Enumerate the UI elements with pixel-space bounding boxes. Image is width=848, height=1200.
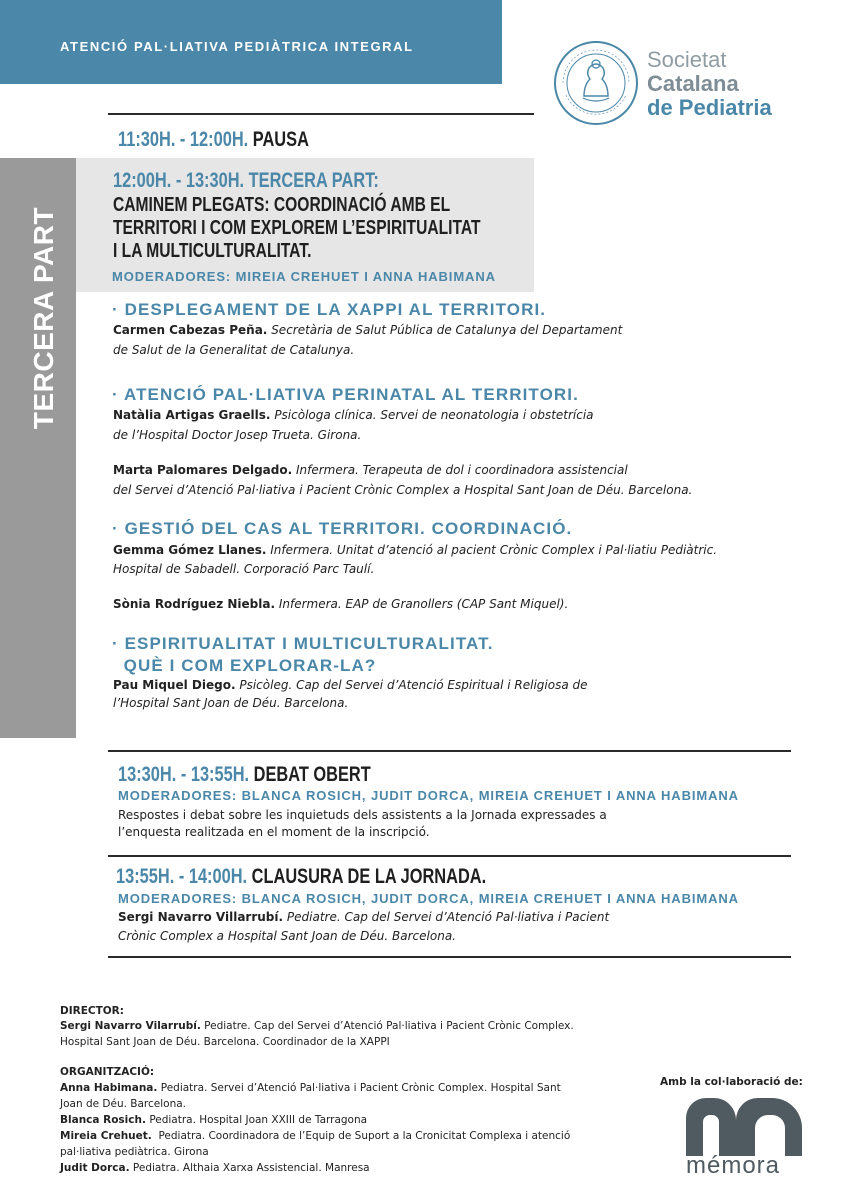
director-role: Pediatre. Cap del Servei d’Atenció Pal·liativa i Pacient Crònic Complex. xyxy=(204,1020,574,1032)
third-title-line: I LA MULTICULTURALITAT. xyxy=(113,240,312,262)
debat-text-line: Respostes i debat sobre les inquietuds dels assistents a la Jornada expressades a xyxy=(118,808,607,822)
speaker-role: Psicòloga clínica. Servei de neonatologia i obstetrícia xyxy=(274,408,594,422)
speaker-role: Hospital de Sabadell. Corporació Parc Taulí. xyxy=(113,562,375,576)
debat-moderators: MODERADORES: BLANCA ROSICH, JUDIT DORCA, MIREIA CREHUET I ANNA HABIMANA xyxy=(118,788,739,803)
clausura-time: 13:55H. - 14:00H. xyxy=(116,865,248,888)
speaker-line xyxy=(113,563,374,575)
director-heading: DIRECTOR: xyxy=(60,1005,124,1017)
third-part-heading xyxy=(113,170,379,191)
organizer-line xyxy=(60,1163,370,1174)
speaker-role: Infermera. Unitat d’atenció al pacient Crònic Complex i Pal·liatiu Pediàtric. xyxy=(270,543,718,557)
logo-text-pediatria: de Pediatria xyxy=(647,95,772,120)
banner-title: ATENCIÓ PAL·LIATIVA PEDIÀTRICA INTEGRAL xyxy=(60,39,414,54)
speaker-line xyxy=(113,679,587,691)
third-part-moderators: MODERADORES: MIREIA CREHUET I ANNA HABIMANA xyxy=(112,269,496,284)
speaker-role: l’Hospital Sant Joan de Déu. Barcelona. xyxy=(113,696,349,710)
organizer-name: Anna Habimana. xyxy=(60,1082,158,1094)
logo-text-catalana: Catalana xyxy=(647,71,739,96)
speaker-name: Marta Palomares Delgado. xyxy=(113,463,293,477)
org-heading: ORGANITZACIÓ: xyxy=(60,1066,155,1078)
speaker-line xyxy=(113,484,692,496)
pausa-label: PAUSA xyxy=(252,128,309,151)
clausura-heading xyxy=(116,866,486,887)
memora-wordmark: mémora xyxy=(686,1152,781,1179)
organizer-line: pal·liativa pediàtrica. Girona xyxy=(60,1146,209,1158)
debat-text-line: l’enquesta realitzada en el moment de la inscripció. xyxy=(118,825,430,839)
director-line xyxy=(60,1021,574,1032)
speaker-role: de Salut de la Generalitat de Catalunya. xyxy=(113,343,355,357)
speaker-role: Secretària de Salut Pública de Catalunya del Departament xyxy=(271,323,623,337)
speaker-line xyxy=(118,930,456,942)
topic-title: · ESPIRITUALITAT I MULTICULTURALITAT. xyxy=(112,634,494,653)
speaker-role: Infermera. EAP de Granollers (CAP Sant Miquel). xyxy=(278,597,569,611)
third-part-label: TERCERA PART: xyxy=(248,169,379,192)
logo-text-societat: Societat xyxy=(647,47,727,72)
speaker-role: Crònic Complex a Hospital Sant Joan de Déu. Barcelona. xyxy=(118,929,456,943)
speaker-name: Gemma Gómez Llanes. xyxy=(113,543,267,557)
speaker-role: Pediatre. Cap del Servei d’Atenció Pal·liativa i Pacient xyxy=(286,910,610,924)
section-divider xyxy=(108,750,791,752)
society-seal-logo xyxy=(553,40,639,126)
memora-logo-icon xyxy=(686,1096,802,1156)
speaker-name: Sergi Navarro Villarrubí. xyxy=(118,910,284,924)
speaker-role: Psicòleg. Cap del Servei d’Atenció Espiritual i Religiosa de xyxy=(239,678,588,692)
speaker-name: Sònia Rodríguez Niebla. xyxy=(113,597,276,611)
organizer-role: Pediatra. Coordinadora de l’Equip de Suport a la Cronicitat Complexa i atenció xyxy=(155,1130,571,1142)
organizer-name: Mireia Crehuet. xyxy=(60,1130,152,1142)
organizer-line xyxy=(60,1131,570,1142)
speaker-line xyxy=(113,464,628,476)
organizer-name: Judit Dorca. xyxy=(60,1162,130,1174)
speaker-line xyxy=(118,911,609,923)
debat-heading xyxy=(118,764,371,785)
debat-label: DEBAT OBERT xyxy=(253,763,371,786)
pausa-heading xyxy=(118,129,309,150)
speaker-line xyxy=(113,344,354,356)
topic-title: · GESTIÓ DEL CAS AL TERRITORI. COORDINACIÓ. xyxy=(112,519,573,538)
clausura-label: CLAUSURA DE LA JORNADA. xyxy=(251,865,487,888)
organizer-role: Pediatra. Hospital Joan XXIII de Tarragona xyxy=(149,1114,368,1126)
third-title-line: TERRITORI I COM EXPLOREM L’ESPIRITUALITAT xyxy=(113,217,481,239)
debat-time: 13:30H. - 13:55H. xyxy=(118,763,250,786)
speaker-name: Pau Miquel Diego. xyxy=(113,678,236,692)
pausa-time: 11:30H. - 12:00H. xyxy=(118,128,249,151)
organizer-line xyxy=(60,1083,561,1094)
third-part-time: 12:00H. - 13:30H. xyxy=(113,169,245,192)
section-divider xyxy=(108,855,791,857)
director-name: Sergi Navarro Vilarrubí. xyxy=(60,1020,201,1032)
organizer-name: Blanca Rosich. xyxy=(60,1114,146,1126)
topic-title: · ATENCIÓ PAL·LIATIVA PERINATAL AL TERRITORI. xyxy=(112,385,579,404)
organizer-role: Pediatra. Althaia Xarxa Assistencial. Manresa xyxy=(132,1162,370,1174)
speaker-line xyxy=(113,429,361,441)
speaker-line xyxy=(113,544,717,556)
speaker-line xyxy=(113,324,622,336)
speaker-line xyxy=(113,409,594,421)
speaker-name: Carmen Cabezas Peña. xyxy=(113,323,268,337)
speaker-name: Natàlia Artigas Graells. xyxy=(113,408,271,422)
speaker-line xyxy=(113,598,568,610)
speaker-role: Infermera. Terapeuta de dol i coordinadora assistencial xyxy=(296,463,628,477)
organizer-role: Pediatra. Servei d’Atenció Pal·liativa i Pacient Crònic Complex. Hospital Sant xyxy=(160,1082,561,1094)
topic-title: QUÈ I COM EXPLORAR-LA? xyxy=(112,656,377,675)
topic-title: · DESPLEGAMENT DE LA XAPPI AL TERRITORI. xyxy=(112,300,547,319)
organizer-line xyxy=(60,1115,367,1126)
speaker-role: de l’Hospital Doctor Josep Trueta. Girona. xyxy=(113,428,362,442)
clausura-moderators: MODERADORES: BLANCA ROSICH, JUDIT DORCA, MIREIA CREHUET I ANNA HABIMANA xyxy=(118,891,739,906)
section-divider xyxy=(108,956,791,958)
speaker-role: del Servei d’Atenció Pal·liativa i Pacient Crònic Complex a Hospital Sant Joan de Déu. Barcelona. xyxy=(113,483,693,497)
collaboration-label: Amb la col·laboració de: xyxy=(660,1076,803,1088)
third-title-line: CAMINEM PLEGATS: COORDINACIÓ AMB EL xyxy=(113,194,451,216)
organizer-line: Joan de Déu. Barcelona. xyxy=(60,1098,187,1110)
director-line: Hospital Sant Joan de Déu. Barcelona. Coordinador de la XAPPI xyxy=(60,1036,390,1048)
speaker-line xyxy=(113,697,348,709)
side-tab-label: TERCERA PART xyxy=(28,206,59,430)
top-divider xyxy=(108,113,534,115)
